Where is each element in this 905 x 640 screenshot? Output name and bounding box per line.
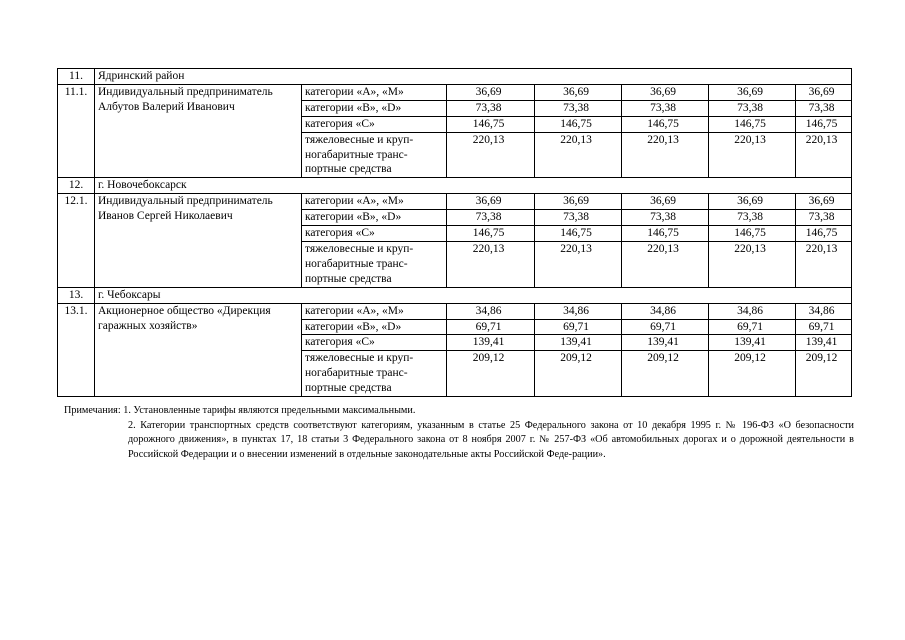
- tariff-value: 34,86: [535, 303, 622, 319]
- tariff-value: 36,69: [447, 194, 535, 210]
- vehicle-category: тяжеловесные и круп- ногабаритные транс- портные средства: [302, 241, 447, 287]
- section-title: Ядринский район: [95, 69, 852, 85]
- tariff-value: 220,13: [709, 132, 796, 178]
- tariff-value: 69,71: [622, 319, 709, 335]
- tariff-value: 146,75: [447, 226, 535, 242]
- tariff-value: 73,38: [447, 100, 535, 116]
- tariff-value: 139,41: [447, 335, 535, 351]
- tariff-value: 36,69: [709, 194, 796, 210]
- tariff-value: 34,86: [622, 303, 709, 319]
- tariff-value: 146,75: [447, 116, 535, 132]
- section-number: 13.: [58, 287, 95, 303]
- tariff-value: 36,69: [622, 194, 709, 210]
- tariff-value: 73,38: [447, 210, 535, 226]
- tariff-value: 73,38: [709, 210, 796, 226]
- tariff-value: 73,38: [535, 210, 622, 226]
- tariff-value: 73,38: [796, 100, 852, 116]
- vehicle-category: категория «C»: [302, 116, 447, 132]
- vehicle-category: категория «C»: [302, 335, 447, 351]
- tariff-value: 220,13: [796, 132, 852, 178]
- tariff-value: 139,41: [796, 335, 852, 351]
- section-title: г. Новочебоксарск: [95, 178, 852, 194]
- vehicle-category: категории «B», «D»: [302, 100, 447, 116]
- section-header-row: [58, 287, 852, 303]
- note-2: 2. Категории транспортных средств соответствуют категориям, указанным в статье 25 Федерального закона от 10 декабря 1995 г. № 196-ФЗ «О безопасности дорожного движения», в пунктах 17, 18 статьи 3 Федерального закона от 8 ноября 2007 г. № 257-ФЗ «Об автомобильных дорогах и о дорожной деятельности в Российской Федерации и о внесении изменений в отдельные законодательные акты Российской Феде-рации».: [128, 419, 854, 460]
- vehicle-category: категории «B», «D»: [302, 210, 447, 226]
- tariff-value: 220,13: [622, 241, 709, 287]
- vehicle-category: категории «A», «M»: [302, 84, 447, 100]
- tariff-value: 209,12: [447, 351, 535, 397]
- tariff-value: 209,12: [796, 351, 852, 397]
- entry-number: 13.1.: [58, 303, 95, 396]
- tariff-value: 69,71: [535, 319, 622, 335]
- tariff-value: 220,13: [447, 132, 535, 178]
- tariff-value: 220,13: [447, 241, 535, 287]
- tariff-value: 34,86: [709, 303, 796, 319]
- vehicle-category: категории «B», «D»: [302, 319, 447, 335]
- tariff-row: [58, 194, 852, 210]
- tariff-value: 34,86: [796, 303, 852, 319]
- carrier-name: Индивидуальный предприниматель Албутов Валерий Иванович: [95, 84, 302, 177]
- tariff-value: 146,75: [535, 116, 622, 132]
- tariff-value: 73,38: [796, 210, 852, 226]
- tariff-value: 36,69: [796, 84, 852, 100]
- tariff-value: 209,12: [535, 351, 622, 397]
- vehicle-category: категория «C»: [302, 226, 447, 242]
- tariff-value: 36,69: [535, 194, 622, 210]
- notes: [64, 404, 854, 462]
- section-number: 11.: [58, 69, 95, 85]
- tariff-value: 146,75: [535, 226, 622, 242]
- entry-number: 11.1.: [58, 84, 95, 177]
- tariff-row: [58, 84, 852, 100]
- tariff-value: 146,75: [709, 226, 796, 242]
- tariff-value: 73,38: [622, 100, 709, 116]
- vehicle-category: категории «A», «M»: [302, 303, 447, 319]
- tariff-value: 69,71: [447, 319, 535, 335]
- tariff-value: 139,41: [709, 335, 796, 351]
- tariff-value: 220,13: [535, 132, 622, 178]
- tariff-value: 146,75: [796, 226, 852, 242]
- entry-number: 12.1.: [58, 194, 95, 287]
- tariff-value: 139,41: [622, 335, 709, 351]
- tariff-value: 146,75: [709, 116, 796, 132]
- tariff-value: 220,13: [622, 132, 709, 178]
- tariff-value: 146,75: [622, 226, 709, 242]
- note-1: Примечания: 1. Установленные тарифы являются предельными максимальными.: [64, 405, 416, 416]
- tariff-value: 69,71: [709, 319, 796, 335]
- tariff-value: 220,13: [796, 241, 852, 287]
- section-title: г. Чебоксары: [95, 287, 852, 303]
- tariff-value: 73,38: [709, 100, 796, 116]
- section-header-row: [58, 69, 852, 85]
- tariff-value: 146,75: [622, 116, 709, 132]
- tariff-value: 220,13: [709, 241, 796, 287]
- tariff-value: 36,69: [709, 84, 796, 100]
- tariff-value: 220,13: [535, 241, 622, 287]
- tariff-value: 73,38: [535, 100, 622, 116]
- vehicle-category: тяжеловесные и круп- ногабаритные транс- портные средства: [302, 132, 447, 178]
- tariff-value: 69,71: [796, 319, 852, 335]
- vehicle-category: категории «A», «M»: [302, 194, 447, 210]
- tariff-value: 73,38: [622, 210, 709, 226]
- tariff-value: 36,69: [447, 84, 535, 100]
- section-number: 12.: [58, 178, 95, 194]
- tariff-value: 139,41: [535, 335, 622, 351]
- carrier-name: Акционерное общество «Дирекция гаражных хозяйств»: [95, 303, 302, 396]
- tariff-value: 34,86: [447, 303, 535, 319]
- tariff-value: 36,69: [535, 84, 622, 100]
- tariff-row: [58, 303, 852, 319]
- carrier-name: Индивидуальный предприниматель Иванов Сергей Николаевич: [95, 194, 302, 287]
- tariff-value: 146,75: [796, 116, 852, 132]
- tariff-value: 36,69: [796, 194, 852, 210]
- tariff-value: 209,12: [622, 351, 709, 397]
- tariff-value: 209,12: [709, 351, 796, 397]
- tariff-table: [57, 68, 852, 397]
- vehicle-category: тяжеловесные и круп- ногабаритные транс- портные средства: [302, 351, 447, 397]
- tariff-value: 36,69: [622, 84, 709, 100]
- section-header-row: [58, 178, 852, 194]
